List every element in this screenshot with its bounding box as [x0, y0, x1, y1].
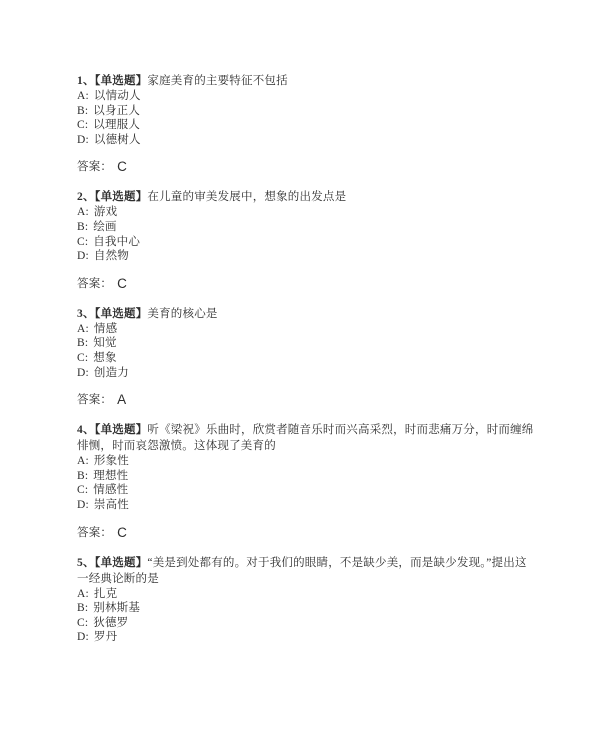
- option-text: 形象性: [93, 455, 130, 468]
- option-line: [77, 498, 537, 513]
- question-text: 听《梁祝》乐曲时，欣赏者随音乐时而兴高采烈，时而悲痛万分，时而缠绵悱恻，时而哀怨激愤。这体现了美育的: [77, 424, 534, 453]
- question-title: [77, 189, 537, 205]
- answer-label: 答案：: [77, 526, 113, 539]
- option-line: [77, 483, 537, 498]
- option-list: [77, 322, 537, 380]
- answer-label: 答案：: [77, 161, 113, 174]
- option-line: [77, 630, 537, 645]
- question-type-tag: 【单选题】: [94, 424, 148, 437]
- question-text: 在儿童的审美发展中，想象的出发点是: [147, 191, 347, 204]
- question-title: [77, 306, 537, 322]
- option-line: [77, 205, 537, 220]
- option-key: A:: [77, 90, 89, 102]
- option-line: [77, 469, 537, 484]
- question-list: [77, 73, 537, 645]
- option-key: B:: [77, 104, 89, 117]
- answer-row: [77, 276, 537, 292]
- option-key: D:: [77, 366, 89, 379]
- option-line: [77, 133, 537, 148]
- question-text: 家庭美育的主要特征不包括: [147, 75, 288, 87]
- option-line: [77, 235, 537, 250]
- option-text: 理想性: [93, 469, 129, 482]
- question-type-tag: 【单选题】: [94, 307, 148, 320]
- option-text: 崇高性: [93, 498, 130, 511]
- answer-value: A: [117, 392, 127, 408]
- option-text: 自我中心: [93, 235, 141, 248]
- question-text: “美是到处都有的。对于我们的眼睛，不是缺少美，而是缺少发现。”提出这一经典论断的是: [77, 556, 527, 585]
- question-number: 1、: [77, 75, 95, 87]
- option-line: [77, 587, 537, 602]
- answer-value: C: [117, 275, 128, 291]
- option-text: 知觉: [93, 337, 117, 350]
- option-list: [77, 89, 537, 147]
- option-text: 情感: [93, 322, 118, 335]
- option-line: [77, 220, 537, 235]
- option-text: 想象: [93, 351, 117, 364]
- option-text: 以情动人: [93, 90, 141, 102]
- option-line: [77, 366, 537, 381]
- option-line: [77, 601, 537, 616]
- option-key: A:: [77, 587, 89, 600]
- question-number: 3、: [77, 307, 95, 320]
- option-key: B:: [77, 220, 89, 233]
- option-key: C:: [77, 616, 89, 629]
- option-key: A:: [77, 206, 89, 219]
- option-line: [77, 89, 537, 104]
- option-key: D:: [77, 250, 89, 263]
- option-list: [77, 205, 537, 263]
- option-text: 情感性: [93, 484, 129, 497]
- option-list: [77, 454, 537, 512]
- option-key: A:: [77, 322, 89, 335]
- answer-row: [77, 525, 537, 541]
- option-text: 创造力: [93, 366, 130, 379]
- option-key: A:: [77, 455, 89, 468]
- question-title: [77, 555, 537, 587]
- option-key: D:: [77, 631, 89, 644]
- question-block: [77, 422, 537, 540]
- option-key: C:: [77, 351, 89, 364]
- question-block: [77, 189, 537, 291]
- option-line: [77, 322, 537, 337]
- option-key: B:: [77, 469, 89, 482]
- question-block: [77, 306, 537, 408]
- option-text: 自然物: [93, 250, 130, 263]
- answer-label: 答案：: [77, 394, 113, 407]
- answer-value: C: [117, 524, 128, 540]
- question-number: 5、: [77, 556, 95, 569]
- option-key: B:: [77, 602, 89, 615]
- question-block: [77, 73, 537, 175]
- option-text: 绘画: [93, 220, 117, 233]
- option-list: [77, 587, 537, 645]
- option-key: B:: [77, 337, 89, 350]
- option-key: C:: [77, 484, 89, 497]
- question-type-tag: 【单选题】: [94, 556, 148, 569]
- answer-value: C: [117, 159, 128, 175]
- question-number: 4、: [77, 424, 95, 437]
- answer-label: 答案：: [77, 277, 113, 290]
- option-text: 别林斯基: [93, 602, 141, 615]
- option-text: 以身正人: [93, 104, 141, 117]
- question-number: 2、: [77, 191, 95, 204]
- option-text: 以德树人: [93, 133, 141, 146]
- answer-row: [77, 392, 537, 408]
- option-text: 罗丹: [93, 631, 118, 644]
- option-text: 扎克: [93, 587, 118, 600]
- option-line: [77, 616, 537, 631]
- option-line: [77, 351, 537, 366]
- question-type-tag: 【单选题】: [94, 191, 148, 204]
- question-block: [77, 555, 537, 645]
- option-line: [77, 454, 537, 469]
- option-line: [77, 104, 537, 119]
- option-line: [77, 118, 537, 133]
- option-text: 狄德罗: [93, 616, 129, 629]
- option-key: D:: [77, 133, 89, 146]
- question-title: [77, 422, 537, 454]
- question-text: 美育的核心是: [147, 307, 218, 320]
- option-text: 游戏: [93, 206, 118, 219]
- option-key: C:: [77, 119, 89, 132]
- question-type-tag: 【单选题】: [94, 75, 148, 87]
- option-text: 以理服人: [93, 119, 141, 132]
- option-key: D:: [77, 498, 89, 511]
- option-line: [77, 249, 537, 264]
- answer-row: [77, 159, 537, 175]
- option-line: [77, 336, 537, 351]
- option-key: C:: [77, 235, 89, 248]
- question-title: [77, 73, 537, 89]
